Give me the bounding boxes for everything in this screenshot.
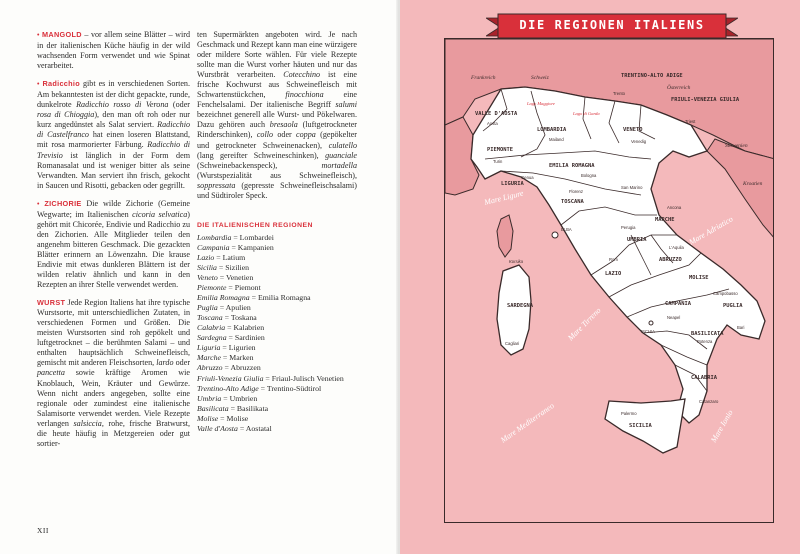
region-label: UMBRIA [627,237,647,243]
city-label: Florenz [569,189,583,194]
region-german-name: Latium [222,252,246,262]
region-separator: = [217,303,226,313]
region-row [197,233,357,243]
region-row [197,323,357,333]
entry-wurst-continued [197,30,357,201]
sea-label: Mare Ionio [708,408,735,444]
country-label: Schweiz [531,75,549,81]
city-label: Bologna [581,173,597,178]
region-separator: = [217,273,226,283]
city-label: Aosta [487,121,498,126]
entry-text: Die wilde Zichorie (Gemeine Wegwarte; im Italienischen cicoria selvatica) gehört mit Chicorée, Endivie und Radicchio zu den Zichorien. Alle Mitglieder teilen den angenehm bitteren Geschmack. Die gezackten Blätter erinnern an Löwenzahn. Die krause Endivie mit etwas dunkleren Blättern ist der wilden relativ ähnlich und kann in den Rezepten an ihrer Stelle verwendet werden. [37,198,190,290]
region-italian-name: Puglia [197,303,218,313]
entry-text: gibt es in verschiedenen Sorten. Am bekanntesten ist der dicht gepackte, runde, dunkelrote Radicchio rosso di Verona (oder rosa di Chioggia), den man oft roh oder nur kurz angedünstet als Salat serviert. Radicchio di Castelfranco hat einen loseren Blattstand, mit rosa marmorierter Färbung. Radicchio di Trevisio ist länglich in der Form dem Romanasalat und ist weniger bitter als seine Verwandten. Man serviert ihn frisch, gekocht in Saucen und Risotti, gebacken oder gegrillt. [37,79,190,190]
elba-island [552,232,558,238]
city-label: Potenza [697,339,713,344]
region-italian-name: Marche [197,353,221,363]
region-row [197,283,357,293]
region-german-name: Ligurien [228,343,256,353]
region-separator: = [228,403,237,413]
city-label: Bari [737,325,745,330]
region-german-name: Aostatal [245,423,272,433]
map-title-banner [486,12,738,42]
region-row [197,353,357,363]
region-german-name: Molise [226,413,249,423]
region-german-name: Umbrien [229,393,258,403]
region-row [197,374,357,384]
region-italian-name: Abruzzo [197,363,223,373]
city-label: Neapel [667,315,681,320]
region-row [197,273,357,283]
region-row [197,343,357,353]
region-label: VENETO [623,127,643,133]
region-german-name: Trentino-Südtirol [266,383,322,393]
regions-heading: DIE ITALIENISCHEN REGIONEN [197,221,313,229]
region-german-name: Apulien [225,303,251,313]
region-italian-name: Trentino-Alto Adige [197,383,259,393]
region-german-name: Kalabrien [233,323,265,333]
region-separator: = [229,242,238,252]
city-label: Catanzaro [699,399,719,404]
right-page [400,0,800,554]
region-italian-name: Umbria [197,393,222,403]
region-german-name: Kampanien [237,242,274,252]
region-german-name: Venetien [225,273,254,283]
country-label: Kroatien [743,181,763,187]
region-label: LIGURIA [501,181,524,187]
region-label: PIEMONTE [487,147,513,153]
island-label: ISCHIA [641,329,655,334]
region-separator: = [226,283,235,293]
island-label: ELBA [561,227,572,232]
region-german-name: Emilia Romagna [257,293,311,303]
entry-wurst [37,298,190,449]
city-label: Turin [493,159,503,164]
region-italian-name: Valle d'Aosta [197,423,238,433]
regions-list [197,221,357,434]
region-separator: = [218,413,227,423]
city-label: Triest [685,119,696,124]
ischia-island [649,321,653,325]
region-italian-name: Lombardia [197,232,232,242]
regions-rows [197,233,357,434]
region-german-name: Toskana [230,313,257,323]
region-german-name: Abruzzen [230,363,261,373]
region-row [197,424,357,434]
city-label: Ancona [667,205,682,210]
region-row [197,243,357,253]
region-row [197,313,357,323]
sea-label: Mare Adriatico [687,214,735,247]
bullet: • [37,81,40,89]
corsica [497,215,513,257]
region-row [197,394,357,404]
italy-map [444,38,774,523]
region-german-name: Sardinien [234,333,265,343]
region-separator: = [249,293,258,303]
region-italian-name: Calabria [197,323,226,333]
text-column-2 [197,30,357,434]
region-separator: = [222,363,231,373]
region-italian-name: Emilia Romagna [197,293,250,303]
region-italian-name: Liguria [197,343,221,353]
lake-label: Lago di Garda [573,111,600,116]
island-label: Korsika [509,259,523,264]
region-italian-name: Veneto [197,273,218,283]
region-separator: = [263,373,272,383]
entry-term: Radicchio [42,79,81,89]
region-label: TRENTINO-ALTO ADIGE [621,73,683,79]
city-label: Genua [521,175,534,180]
country-label: Frankreich [471,75,496,81]
region-label: VALLE D'AOSTA [475,111,518,117]
entry-radicchio [37,79,190,191]
city-label: Campobasso [713,291,738,296]
bullet: • [37,32,40,39]
region-separator: = [220,353,230,363]
region-label: TOSCANA [561,199,584,205]
region-label: EMILIA ROMAGNA [549,163,595,169]
region-row [197,303,357,313]
map-canvas [445,39,774,523]
region-german-name: Sizilien [225,262,250,272]
region-separator: = [231,232,240,242]
region-italian-name: Piemonte [197,283,227,293]
region-label: MOLISE [689,275,709,281]
region-row [197,333,357,343]
entry-term: MANGOLD [42,30,82,39]
entry-zichorie [37,199,190,290]
region-label: BASILICATA [691,331,724,337]
text-column-1 [37,30,190,457]
city-label: Rom [609,257,618,262]
region-italian-name: Molise [197,413,219,423]
city-label: San Marino [621,185,643,190]
entry-term: ZICHORIE [44,198,82,208]
sea-label: Mare Ligure [483,188,525,207]
region-separator: = [225,323,234,333]
entry-term: WURST [37,298,66,308]
region-separator: = [258,383,267,393]
map-title: DIE REGIONEN ITALIENS [519,18,705,32]
region-row [197,363,357,373]
region-row [197,414,357,424]
region-label: MARCHE [655,217,675,223]
city-label: L'Aquila [669,245,684,250]
region-italian-name: Friuli-Venezia Giulia [197,373,264,383]
region-separator: = [221,393,230,403]
region-row [197,253,357,263]
page-number: XII [37,526,49,535]
entry-mangold [37,30,190,71]
region-separator: = [214,252,223,262]
region-label: ABRUZZO [659,257,682,263]
region-label: LAZIO [605,271,622,277]
region-label: LOMBARDIA [537,127,567,133]
region-german-name: Piemont [234,283,261,293]
region-italian-name: Lazio [197,252,215,262]
region-label: FRIULI-VENEZIA GIULIA [671,97,740,103]
region-separator: = [216,262,226,272]
region-italian-name: Sicilia [197,262,217,272]
region-italian-name: Toscana [197,313,223,323]
region-separator: = [220,343,229,353]
country-label: Österreich [667,85,691,91]
region-italian-name: Sardegna [197,333,227,343]
region-label: CAMPANIA [665,301,691,307]
region-german-name: Lombardei [239,232,274,242]
region-label: SICILIA [629,423,652,429]
city-label: Palermo [621,411,637,416]
region-row [197,404,357,414]
city-label: Trento [613,91,625,96]
region-italian-name: Basilicata [197,403,229,413]
region-separator: = [226,333,235,343]
city-label: Mailand [549,137,564,142]
region-row [197,293,357,303]
region-label: PUGLIA [723,303,743,309]
city-label: Cagliari [505,341,520,346]
region-italian-name: Campania [197,242,230,252]
entry-text: Jede Region Italiens hat ihre typische Wurstsorte, mit unterschiedlichen Zutaten, in verschiedenen Formen und Größen. Die meisten Wurstsorten sind roh gepökelt und luftgetrocknet – die berühmten Salami – und enthalten hauptsächlich Schweinefleisch, gemischt mit anderen Fleischsorten, lardo oder pancetta sowie kräftige Aromen wie Knoblauch, Wein, Kräuter und Gewürze. Wenn nicht anders angegeben, sollte eine regionale oder zumindest eine italienische Salamisorte verwendet werden. Viele Rezepte verlangen salsiccia, rohe, frische Bratwurst, die heute häufig in Metzgereien oder gut sortier- [37,298,191,448]
sea-label: Mare Mediterraneo [498,401,556,445]
region-german-name: Marken [229,353,254,363]
region-separator: = [237,423,246,433]
lake-label: Lago Maggiore [527,101,555,106]
sea-label: Mare Tirreno [566,305,603,343]
region-row [197,263,357,273]
region-label: CALABRIA [691,375,717,381]
bullet: • [37,200,40,208]
region-row [197,384,357,394]
country-label: Slowenien [725,143,748,149]
region-german-name: Friaul-Julisch Venetien [271,373,344,383]
region-separator: = [222,313,231,323]
region-label: SARDEGNA [507,303,533,309]
entry-text: ten Supermärkten angeboten wird. Je nach Geschmack und Rezept kann man eine würzigere oder mildere Sorte wählen. Für viele Rezepte sollte man die Wurst vorher häuten und nur das Wurstbrät verarbeiten. Cotecchino ist eine frische Kochwurst aus Schweinefleisch mit Schwartenstückchen, finocchiona eine Fenchelsalami. Der italienische Begriff salumi bezeichnet generell alle Wurst- und Pökelwaren. Dazu gehören auch bresaola (luftgetrockneter Rinderschinken), collo oder coppa (gepökelter und getrockneter Schweinenacken), culatello (lang gereifter Schweineschinken), guanciale (Schweinebackenspeck), mortadella (Wurstspezialität aus Schweinefleisch), soppressata (gepresste Schweinefleischsalami) und Südtiroler Speck. [197,30,358,200]
city-label: Venedig [631,139,647,144]
entry-text: – vor allem seine Blätter – wird in der italienischen Küche häufig in der wild wachsenden Form verwendet und wie Spinat verarbeitet. [37,30,191,71]
city-label: Perugia [621,225,636,230]
region-german-name: Basilikata [236,403,269,413]
